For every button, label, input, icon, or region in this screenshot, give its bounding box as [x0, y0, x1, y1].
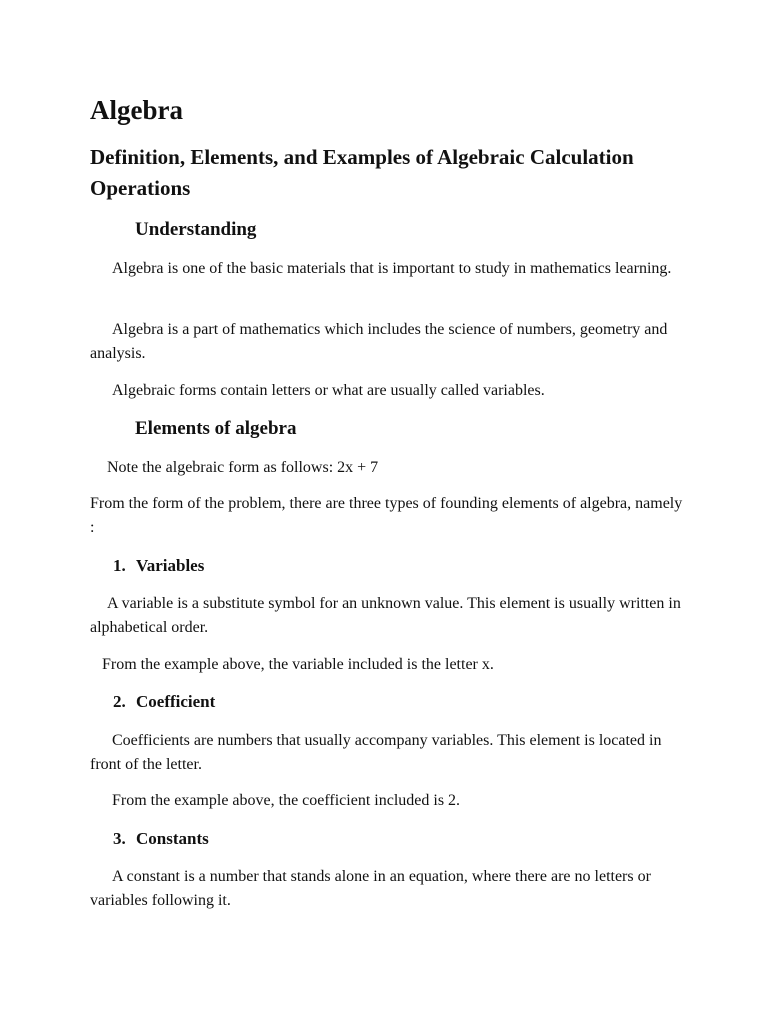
elements-intro: From the form of the problem, there are three types of founding elements of algebra, namely : [90, 495, 683, 536]
document-subtitle: Definition, Elements, and Examples of Algebraic Calculation Operations [90, 145, 634, 200]
section-heading-elements: Elements of algebra [135, 418, 297, 439]
coefficient-paragraph-1: Coefficients are numbers that usually accompany variables. This element is located in front of the letter. [90, 732, 662, 773]
document-title: Algebra [90, 95, 183, 125]
element-heading-constants [113, 827, 209, 851]
element-number: 2. [113, 692, 126, 711]
element-label: Coefficient [136, 692, 216, 711]
understanding-paragraph-1: Algebra is one of the basic materials that is important to study in mathematics learning. [112, 260, 672, 277]
variables-paragraph-2: From the example above, the variable included is the letter x. [102, 656, 494, 673]
understanding-paragraph-2: Algebra is a part of mathematics which includes the science of numbers, geometry and analysis. [90, 321, 668, 362]
element-label: Variables [136, 556, 205, 575]
variables-paragraph-1: A variable is a substitute symbol for an unknown value. This element is usually written in alphabetical order. [90, 595, 681, 636]
constants-paragraph-1: A constant is a number that stands alone in an equation, where there are no letters or variables following it. [90, 868, 651, 909]
element-number: 1. [113, 556, 126, 575]
coefficient-paragraph-2: From the example above, the coefficient included is 2. [112, 792, 461, 809]
element-number: 3. [113, 829, 126, 848]
elements-note: Note the algebraic form as follows: 2x + 7 [107, 459, 379, 476]
element-heading-coefficient [113, 690, 215, 714]
element-label: Constants [136, 829, 209, 848]
understanding-paragraph-3: Algebraic forms contain letters or what are usually called variables. [112, 382, 545, 399]
element-heading-variables [113, 554, 204, 578]
section-heading-understanding: Understanding [135, 219, 257, 240]
